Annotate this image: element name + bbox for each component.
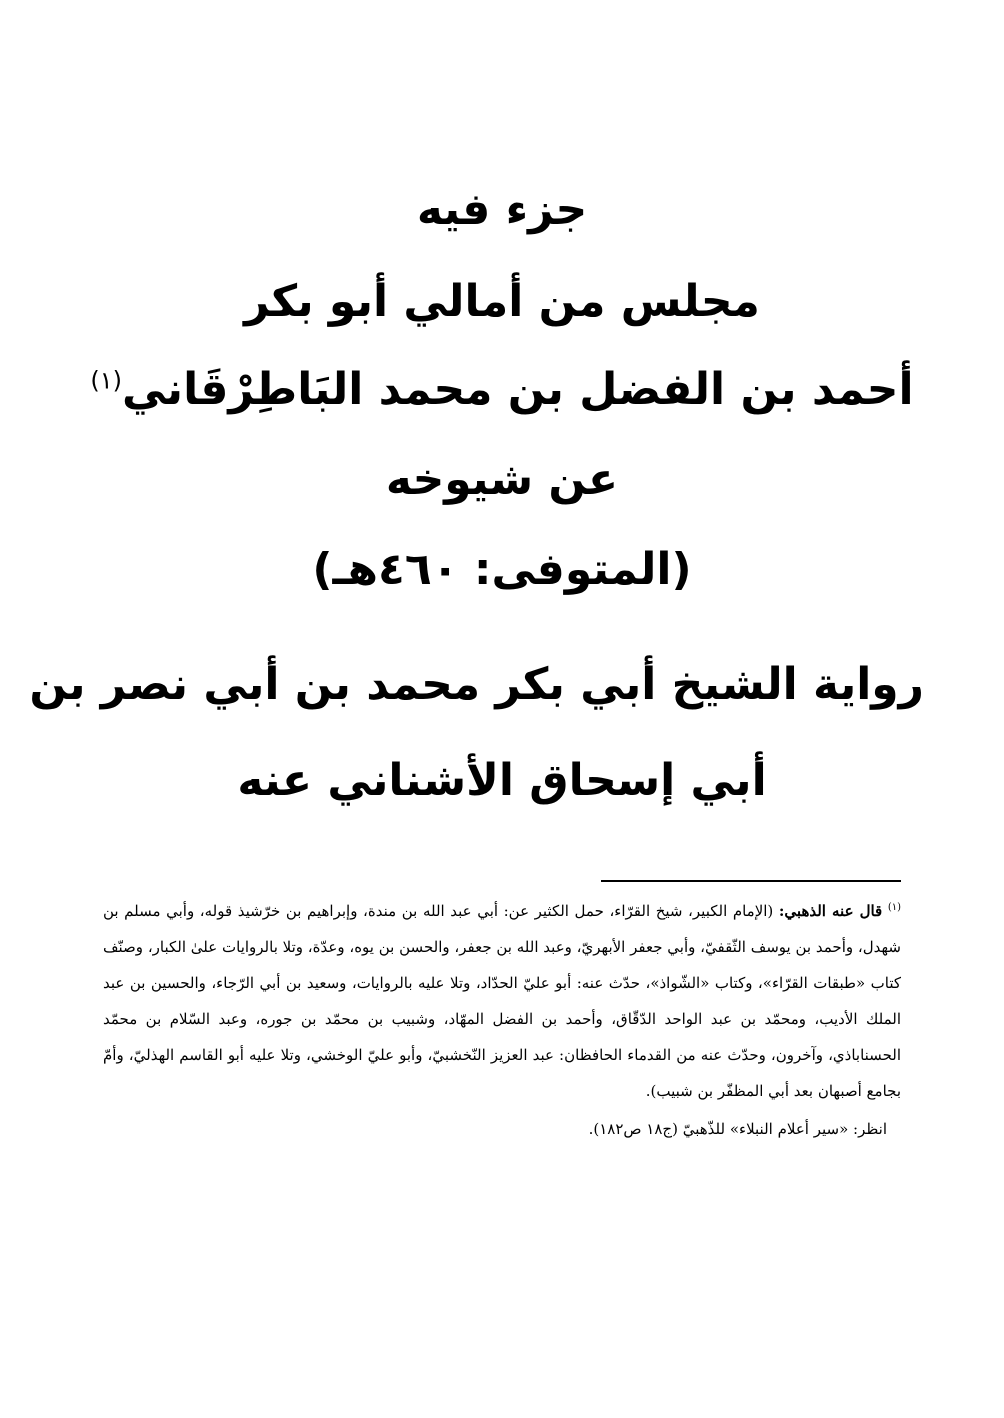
author-name: أحمد بن الفضل بن محمد البَاطِرْقَاني — [122, 364, 914, 415]
title-line-3 — [80, 355, 924, 445]
footnote — [103, 893, 901, 1147]
title-line-2: مجلس من أمالي أبو بكر — [244, 276, 760, 327]
footnote-source: انظر: «سير أعلام النبلاء» للذّهبيّ (ج١٨ ص١٨٢). — [588, 1120, 887, 1138]
death-date-line: (المتوفى: ٤٦٠هـ) — [312, 544, 692, 595]
narration-line-1: رواية الشيخ أبي بكر محمد بن أبي نصر بن — [29, 659, 924, 710]
footnote-reference[interactable]: (١) — [90, 366, 123, 395]
footnote-number: (١) — [887, 902, 901, 913]
footnote-author-label: قال عنه الذهبي: — [778, 902, 883, 920]
footnote-body: (الإمام الكبير، شيخ القرّاء، حمل الكثير عن: أبي عبد الله بن مندة، وإبراهيم بن خرّشيذ قوله، وأبي مسلم بن شهدل، وأحمد بن يوسف الثّقفيّ، وأبي جعفر الأبهريّ، وعبد الله بن جعفر، والحسن بن يوه، وعدّة، وتلا بالروايات علىٰ الكبار، وصنّف كتاب «طبقات القرّاء»، وكتاب «الشّواذ»، حدّث عنه: أبو عليّ الحدّاد، وتلا عليه بالروايات، وسعيد بن أبي الرّجاء، والحسين بن عبد الملك الأديب، ومحمّد بن عبد الواحد الدّقّاق، وأحمد بن الفضل المهّاد، وشبيب بن محمّد بن جوره، وعبد السّلام بن محمّد الحسناباذي، وآخرون، وحدّث عنه من القدماء الحافظان: عبد العزيز النّخشبيّ، وأبو عليّ الوخشي، وتلا عليه أبو القاسم الهذليّ، وأمّ بجامع أصبهان بعد أبي المظفّر بن شبيب). — [103, 902, 901, 1100]
title-line-4: عن شيوخه — [385, 454, 619, 505]
footnote-separator — [601, 880, 901, 882]
title-block — [29, 175, 924, 816]
title-line-1: جزء فيه — [416, 184, 588, 235]
narration-line-2: أبي إسحاق الأشناني عنه — [237, 755, 767, 806]
